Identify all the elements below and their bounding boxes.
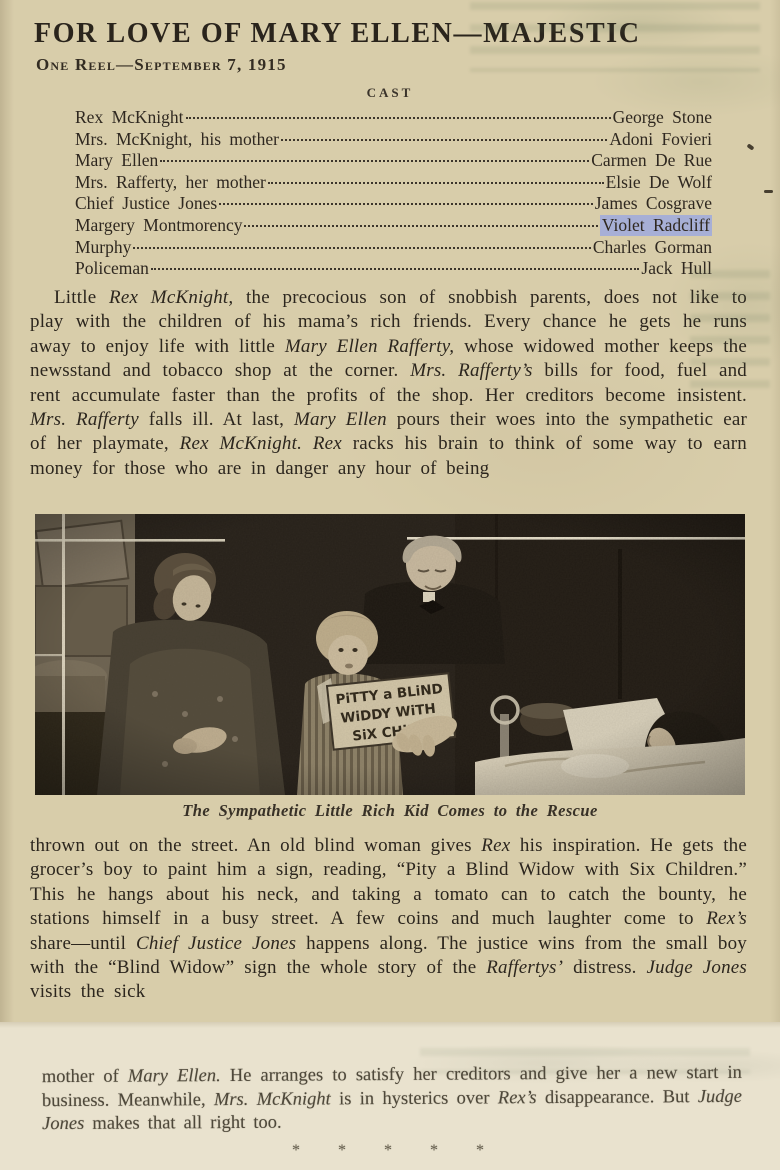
synopsis-paragraph-1: Little Rex McKnight, the precocious son of snobbish parents, does not like to play with the children of his mama’s rich friends. Every chance he gets he runs away to enjoy life with little Mary Ellen Rafferty, whose widowed mother keeps the newsstand and tobacco shop at the corner. Mrs. Rafferty’s bills for food, fuel and rent accumulate faster than the profits of the shop. Her creditors become insistent. Mrs. Rafferty falls ill. At last, Mary Ellen pours their woes into the sympathetic ear of her playmate, Rex McKnight. Rex racks his brain to think of some way to earn money for those who are in danger any hour of being: [30, 287, 748, 479]
release-info: One Reel—September 7, 1915: [36, 55, 287, 74]
cast-role: Mrs. McKnight, his mother: [75, 128, 280, 149]
synopsis-paragraph-3: mother of Mary Ellen. He arranges to satisfy her creditors and give her a new start in business. Meanwhile, Mrs. McKnight is in hysterics over Rex’s disappearance. But Judge Jones makes that all right too.: [41, 1062, 743, 1135]
cast-row: [75, 129, 712, 151]
page-title: FOR LOVE OF MARY ELLEN—MAJESTIC: [34, 18, 641, 49]
leader-dots: [160, 160, 589, 162]
cast-actor: George Stone: [612, 107, 712, 127]
cast-role: Rex McKnight: [75, 107, 184, 127]
cast-actor: Carmen De Rue: [591, 150, 712, 171]
cast-role: Mary Ellen: [75, 150, 159, 171]
leader-dots: [268, 182, 604, 184]
cast-actor: Elsie De Wolf: [605, 171, 712, 192]
highlighted-actor-name: Violet Radcliff: [601, 214, 710, 235]
cast-role: Murphy: [75, 236, 132, 257]
cast-actor: Adoni Fovieri: [609, 128, 712, 149]
synopsis-paragraph-2: thrown out on the street. An old blind woman gives Rex his inspiration. He gets the grocer’s boy to paint him a sign, reading, “Pity a Blind Widow with Six Children.” This he hangs about his neck, and taking a tomato can to catch the bounty, he stations himself in a busy street. A few coins and much laughter come to Rex’s share—until Chief Justice Jones happens along. The justice wins from the small boy with the “Blind Widow” sign the whole story of the Raffertys’ distress. Judge Jones visits the sick: [30, 835, 748, 1003]
cast-actor: Charles Gorman: [592, 236, 712, 257]
cast-role: Mrs. Rafferty, her mother: [75, 171, 266, 192]
leader-dots: [186, 117, 611, 119]
ink-bleed-through: [470, 2, 760, 72]
asterisk-divider: * * * * *: [292, 1142, 488, 1159]
cast-heading: CAST: [366, 85, 414, 100]
cast-actor: James Cosgrave: [594, 193, 712, 214]
ink-bleed-through: [690, 270, 770, 390]
cast-list: [75, 107, 712, 280]
cast-row: [75, 150, 712, 172]
paper-speck: [764, 190, 773, 193]
cast-row: [75, 193, 712, 215]
cast-actor: Jack Hull: [641, 258, 712, 279]
film-still-illustration: [35, 514, 745, 795]
paper-speck: [746, 143, 754, 150]
film-still-photo: [35, 514, 745, 795]
leader-dots: [219, 203, 593, 205]
photo-caption: The Sympathetic Little Rich Kid Comes to the Rescue: [182, 801, 598, 820]
cast-row: [75, 237, 712, 259]
cast-row: [75, 258, 712, 280]
leader-dots: [133, 247, 590, 249]
cast-row: [75, 172, 712, 194]
photo-vignette: [35, 514, 745, 795]
cast-role: Policeman: [75, 258, 149, 279]
cast-role: Chief Justice Jones: [75, 193, 218, 214]
leader-dots: [151, 268, 640, 270]
leader-dots: [281, 139, 607, 141]
cast-role: Margery Montmorency: [75, 214, 243, 235]
cast-row: [75, 215, 712, 237]
cast-row: [75, 107, 712, 129]
leader-dots: [244, 225, 597, 227]
